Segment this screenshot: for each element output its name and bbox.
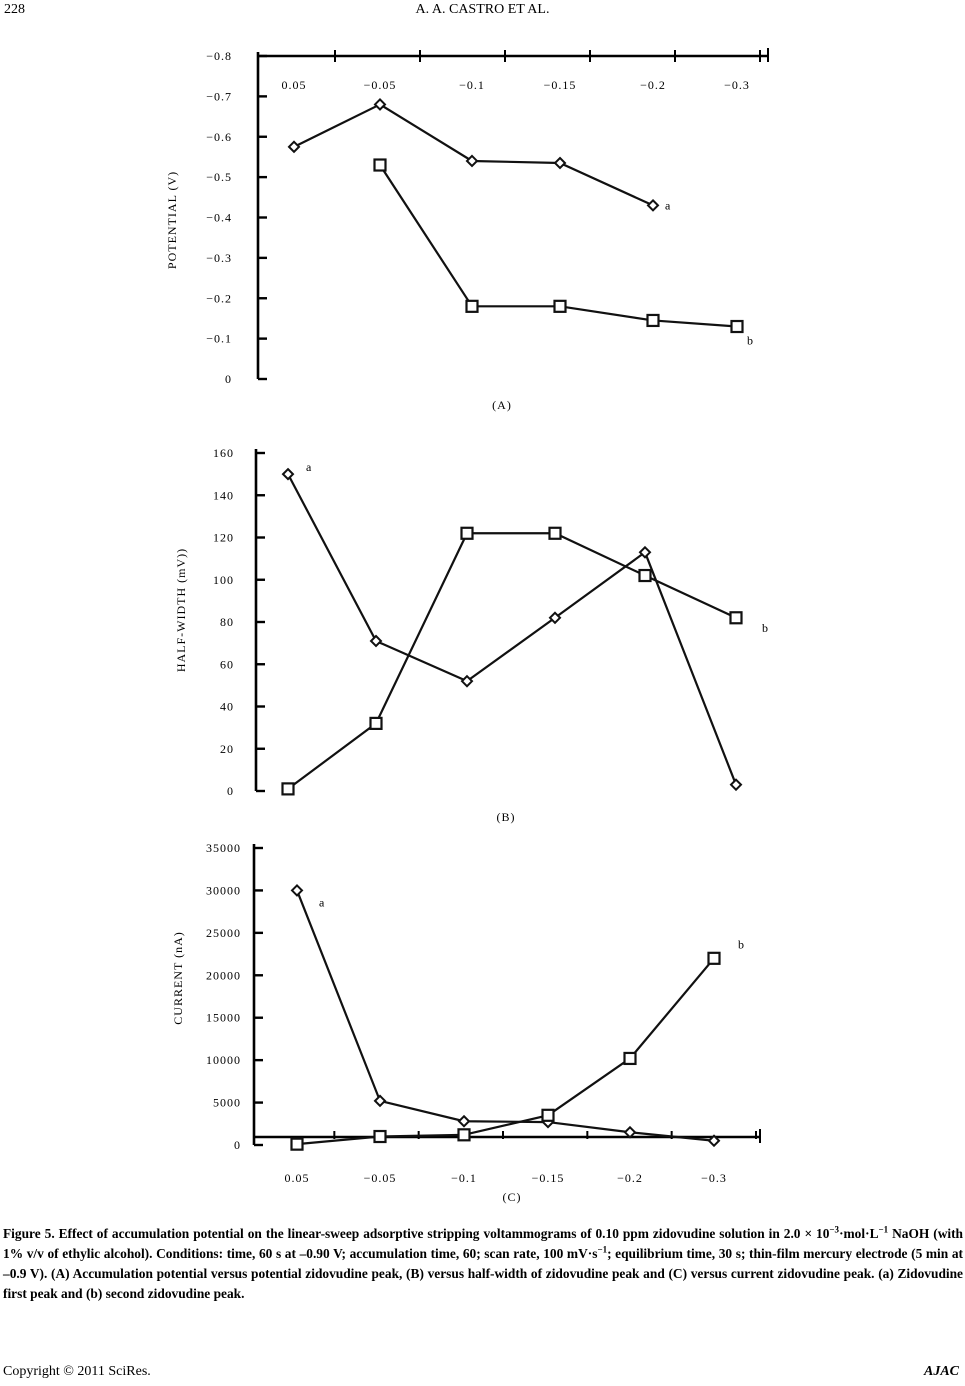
figure-5 <box>0 30 965 1210</box>
figure-caption: Figure 5. Effect of accumulation potential on the linear-sweep adsorptive stripping voltammograms of 0.10 ppm zidovudine solution in $2.0 \times 10^{-3}\cdot mol\cdot L^{-1}$ NaOH (with 1% v/v of ethylic alcohol). Conditions: time, 60 s at –0.90 V; accumulation time, 60; scan rate, 100 $mV\cdot s^{-1}$; equilibrium time, 30 s; thin-film mercury electrode (5 min at –0.9 V). (A) Accumulation potential versus potential zidovudine peak, (B) versus half-width of zidovudine peak and (C) versus current zidovudine peak. (a) Zidovudine first peak and (b) second zidovudine peak. <box>3 1224 963 1301</box>
y-tick-label: 0 <box>227 784 234 798</box>
x-tick-label: −0.1 <box>451 1171 477 1185</box>
x-tick-label: −0.15 <box>531 1171 565 1185</box>
data-point-b <box>459 1129 470 1140</box>
y-axis-label: CURRENT (nA) <box>171 931 185 1025</box>
chart-panel-b <box>174 446 769 824</box>
x-tick-label: −0.3 <box>701 1171 727 1185</box>
data-point-a <box>283 469 293 479</box>
x-tick-label: −0.2 <box>640 78 666 92</box>
y-tick-label: 5000 <box>213 1095 241 1110</box>
chart-panel-c <box>171 841 760 1204</box>
panel-label: (B) <box>496 810 516 824</box>
data-point-b <box>543 1110 554 1121</box>
journal-name: AJAC <box>923 1364 959 1379</box>
data-point-b <box>283 783 294 794</box>
data-point-b <box>625 1053 636 1064</box>
y-tick-label: 35000 <box>206 841 241 855</box>
data-point-a <box>375 99 385 109</box>
y-tick-label: 15000 <box>206 1010 241 1025</box>
y-tick-label: 160 <box>213 446 234 460</box>
x-tick-label: 0.05 <box>281 78 307 92</box>
series-line-a <box>294 104 653 205</box>
data-point-b <box>555 301 566 312</box>
y-tick-label: −0.5 <box>206 170 232 185</box>
series-line-b <box>288 533 736 789</box>
data-point-b <box>640 570 651 581</box>
y-tick-label: −0.7 <box>206 89 232 104</box>
series-label-a: a <box>306 460 313 475</box>
y-tick-label: 0 <box>225 372 232 386</box>
data-point-b <box>467 301 478 312</box>
y-tick-label: −0.3 <box>206 250 232 265</box>
x-tick-label: −0.3 <box>724 78 750 92</box>
y-tick-label: −0.8 <box>206 49 232 63</box>
y-axis-label: HALF-WIDTH (mV)) <box>174 547 188 673</box>
y-axis-label: POTENTIAL (V) <box>165 170 179 270</box>
y-tick-label: −0.6 <box>206 129 232 144</box>
panel-label: (C) <box>502 1190 522 1204</box>
series-label-b: b <box>747 333 754 348</box>
data-point-b <box>648 315 659 326</box>
y-tick-label: −0.1 <box>206 331 232 346</box>
data-point-b <box>292 1139 303 1150</box>
x-tick-label: 0.05 <box>284 1171 310 1185</box>
running-title: A. A. CASTRO ET AL. <box>415 2 550 17</box>
y-tick-label: 20 <box>220 741 234 756</box>
data-point-b <box>375 1131 386 1142</box>
series-label-a: a <box>319 895 326 910</box>
data-point-b <box>732 321 743 332</box>
x-tick-label: −0.05 <box>363 78 397 92</box>
data-point-a <box>289 142 299 152</box>
data-point-a <box>555 158 565 168</box>
y-tick-label: 30000 <box>206 883 241 898</box>
series-line-a <box>297 890 714 1140</box>
data-point-b <box>375 160 386 171</box>
page-number: 228 <box>4 2 25 17</box>
data-point-a <box>375 1096 385 1106</box>
data-point-b <box>550 528 561 539</box>
copyright-notice: Copyright © 2011 SciRes. <box>3 1364 151 1379</box>
x-tick-label: −0.05 <box>363 1171 397 1185</box>
series-label-b: b <box>762 620 769 635</box>
y-tick-label: 25000 <box>206 925 241 940</box>
x-tick-label: −0.15 <box>543 78 577 92</box>
y-tick-label: 40 <box>220 699 234 714</box>
data-point-b <box>371 718 382 729</box>
data-point-b <box>709 953 720 964</box>
y-tick-label: −0.4 <box>206 210 232 225</box>
chart-panel-a <box>165 48 768 412</box>
y-tick-label: 80 <box>220 615 234 629</box>
data-point-a <box>371 636 381 646</box>
data-point-a <box>731 780 741 790</box>
panel-label: (A) <box>492 398 512 412</box>
y-tick-label: 20000 <box>206 968 241 983</box>
x-tick-label: −0.1 <box>459 78 485 92</box>
y-tick-label: 0 <box>234 1138 241 1152</box>
y-tick-label: 100 <box>213 572 234 587</box>
y-tick-label: 10000 <box>206 1053 241 1068</box>
series-label-a: a <box>665 198 672 213</box>
series-label-b: b <box>738 937 745 952</box>
y-tick-label: 140 <box>213 488 234 503</box>
y-tick-label: 60 <box>220 657 234 672</box>
data-point-a <box>459 1116 469 1126</box>
data-point-a <box>292 885 302 895</box>
x-tick-label: −0.2 <box>617 1171 643 1185</box>
data-point-b <box>462 528 473 539</box>
data-point-b <box>731 612 742 623</box>
data-point-a <box>648 200 658 210</box>
data-point-a <box>467 156 477 166</box>
y-tick-label: 120 <box>213 530 234 545</box>
y-tick-label: −0.2 <box>206 291 232 306</box>
